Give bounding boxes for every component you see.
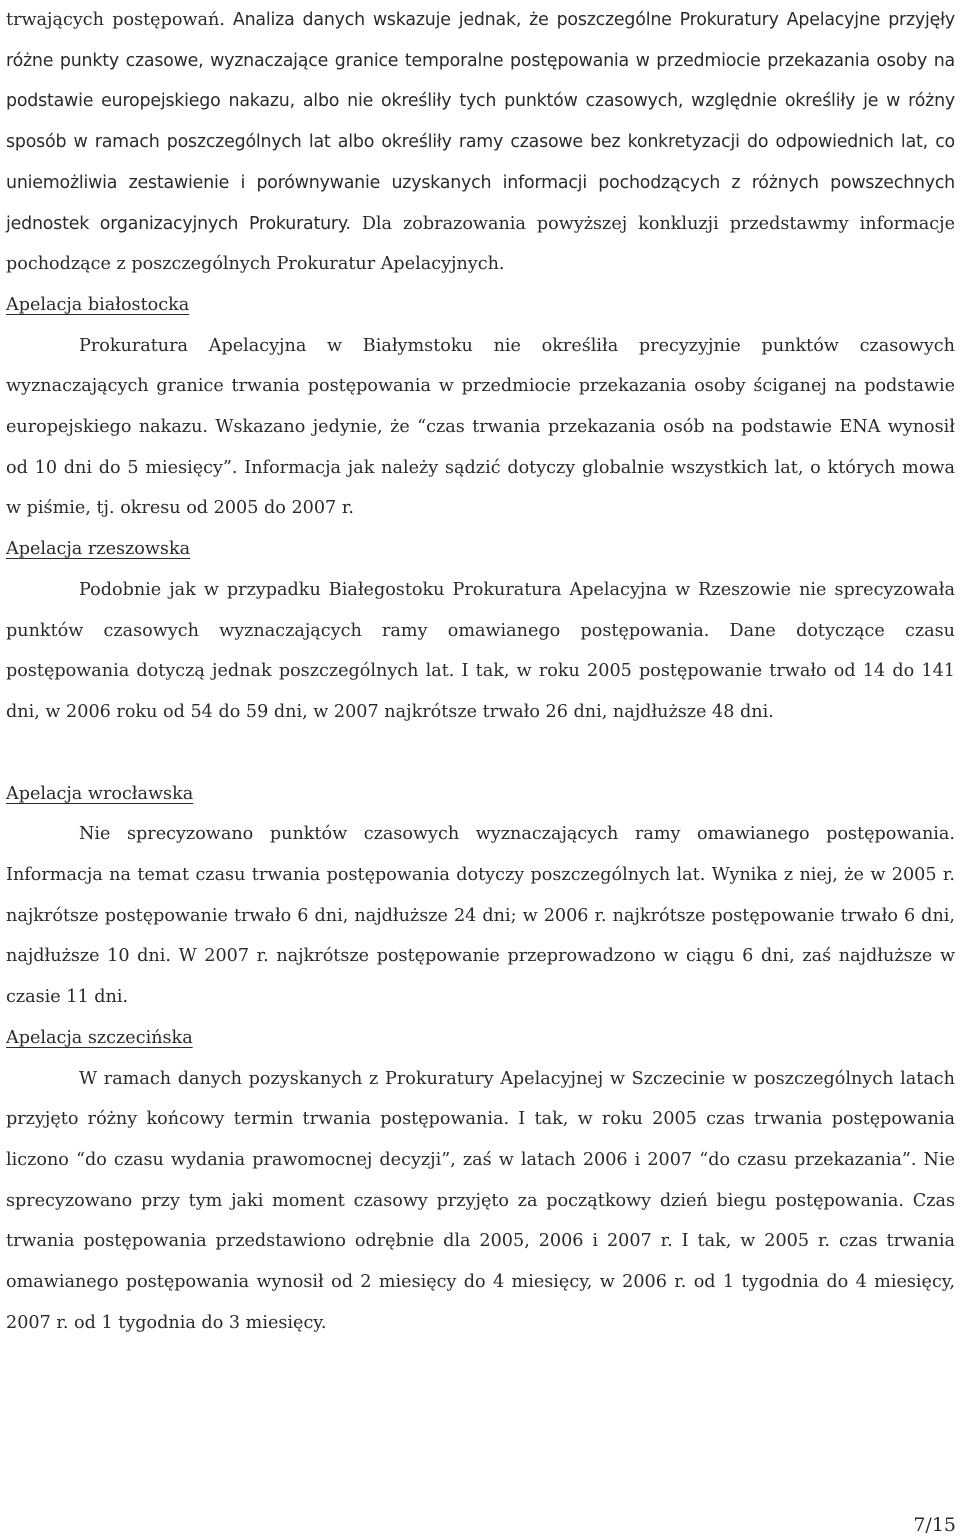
page-number: 7/15 — [913, 1514, 956, 1536]
section-body-bialostocka: Prokuratura Apelacyjna w Białymstoku nie określiła precyzyjnie punktów czasowych wyznaczających granice trwania postępowania w przedmiocie przekazania osoby ściganej na podstawie europejskiego nakazu. Wskazano jedynie, że “czas trwania przekazania osób na podstawie ENA wynosił od 10 dni do 5 miesięcy”. Informacja jak należy sądzić dotyczy globalnie wszystkich lat, o których mowa w piśmie, tj. okresu od 2005 do 2007 r. — [6, 335, 955, 519]
section-body-rzeszowska: Podobnie jak w przypadku Białegostoku Prokuratura Apelacyjna w Rzeszowie nie sprecyzowała punktów czasowych wyznaczających ramy omawianego postępowania. Dane dotyczące czasu postępowania dotyczą jednak poszczególnych lat. I tak, w roku 2005 postępowanie trwało od 14 do 141 dni, w 2006 roku od 54 do 59 dni, w 2007 najkrótsze trwało 26 dni, najdłuższe 48 dni. — [6, 579, 955, 722]
section-body-szczecinska: W ramach danych pozyskanych z Prokuratury Apelacyjnej w Szczecinie w poszczególnych latach przyjęto różny końcowy termin trwania postępowania. I tak, w roku 2005 czas trwania postępowania liczono “do czasu wydania prawomocnej decyzji”, zaś w latach 2006 i 2007 “do czasu przekazania”. Nie sprecyzowano przy tym jaki moment czasowy przyjęto za początkowy dzień biegu postępowania. Czas trwania postępowania przedstawiono odrębnie dla 2005, 2006 i 2007 r. I tak, w 2005 r. czas trwania omawianego postępowania wynosił od 2 miesięcy do 4 miesięcy, w 2006 r. od 1 tygodnia do 4 miesięcy, 2007 r. od 1 tygodnia do 3 miesięcy. — [6, 1068, 955, 1333]
section-heading-bialostocka: Apelacja białostocka — [6, 294, 190, 315]
intro-text-end: Dla zobrazowania powyższej konkluzji przedstawmy informacje pochodzące z poszczególnych Prokuratur Apelacyjnych. — [6, 213, 955, 275]
document-page — [6, 0, 955, 1344]
paragraph-spacer — [6, 733, 955, 774]
intro-text-start: trwających postępowań. — [6, 10, 225, 30]
intro-paragraph — [6, 0, 955, 285]
section-heading-rzeszowska: Apelacja rzeszowska — [6, 539, 191, 560]
section-heading-wroclawska: Apelacja wrocławska — [6, 783, 194, 804]
section-heading-szczecinska: Apelacja szczecińska — [6, 1027, 193, 1048]
intro-text-analysis: Analiza danych wskazuje jednak, że poszczególne Prokuratury Apelacyjne przyjęły różne punkty czasowe, wyznaczające granice temporalne postępowania w przedmiocie przekazania osoby na podstawie europejskiego nakazu, albo nie określiły tych punktów czasowych, względnie określiły je w różny sposób w ramach poszczególnych lat albo określiły ramy czasowe bez konkretyzacji do odpowiednich lat, co uniemożliwia zestawienie i porównywanie uzyskanych informacji pochodzących z różnych powszechnych jednostek organizacyjnych Prokuratury. — [6, 10, 955, 234]
section-body-wroclawska: Nie sprecyzowano punktów czasowych wyznaczających ramy omawianego postępowania. Informacja na temat czasu trwania postępowania dotyczy poszczególnych lat. Wynika z niej, że w 2005 r. najkrótsze postępowanie trwało 6 dni, najdłuższe 24 dni; w 2006 r. najkrótsze postępowanie trwało 6 dni, najdłuższe 10 dni. W 2007 r. najkrótsze postępowanie przeprowadzono w ciągu 6 dni, zaś najdłuższe w czasie 11 dni. — [6, 824, 955, 1008]
